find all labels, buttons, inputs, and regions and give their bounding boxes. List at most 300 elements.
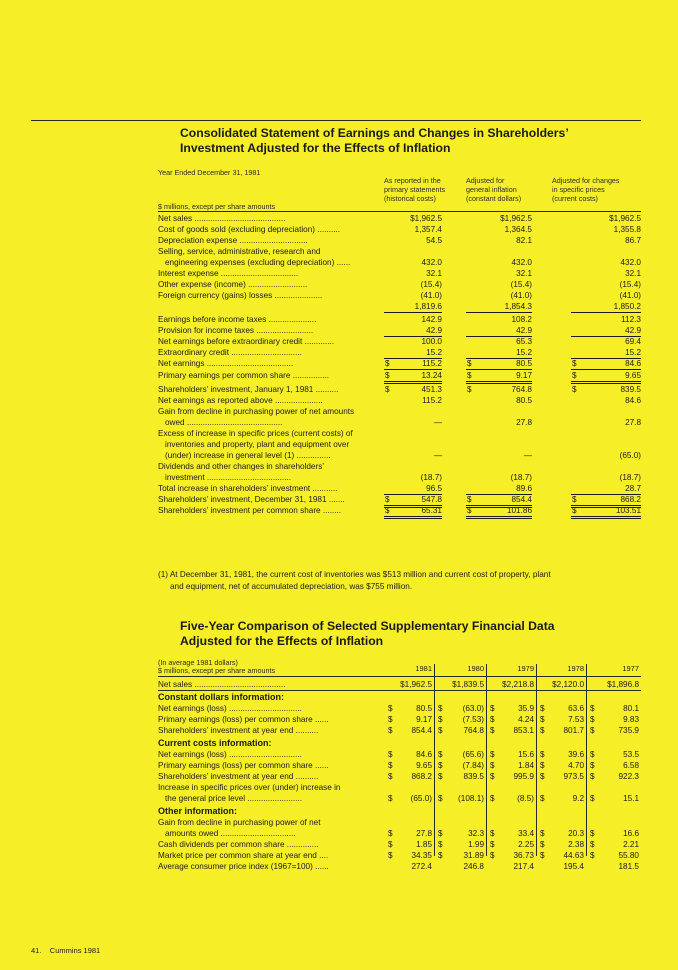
cell-value: 80.5 xyxy=(516,359,532,368)
value-cell xyxy=(589,771,639,782)
value-cell xyxy=(539,760,584,771)
statement-row xyxy=(158,439,641,450)
value-cell xyxy=(539,679,584,690)
value-cell xyxy=(387,725,432,736)
currency-symbol: $ xyxy=(590,761,595,770)
row-label: Gain from decline in purchasing power of net xyxy=(158,818,321,827)
value-cell xyxy=(387,714,432,725)
column-header-constant xyxy=(466,176,521,203)
currency-symbol: $ xyxy=(540,794,545,803)
currency-symbol: $ xyxy=(490,794,495,803)
value-cell xyxy=(589,850,639,861)
value-cell xyxy=(589,679,639,690)
cell-value: 547.8 xyxy=(421,495,442,504)
statement-row xyxy=(158,213,641,224)
cell-value: 65.31 xyxy=(421,506,442,515)
value-cell xyxy=(589,703,639,714)
value-cell xyxy=(437,828,484,839)
currency-symbol: $ xyxy=(490,715,495,724)
cell-value: 995.9 xyxy=(513,772,534,781)
cell-value: 9.65 xyxy=(625,371,641,380)
cell-value: 854.4 xyxy=(511,495,532,504)
currency-symbol: $ xyxy=(572,359,577,368)
value-cell xyxy=(571,370,641,384)
value-cell xyxy=(571,279,641,290)
value-cell xyxy=(539,850,584,861)
year-label: 1980 xyxy=(467,664,484,673)
value-cell xyxy=(437,793,484,804)
value-cell xyxy=(384,290,442,301)
cell-value: 1.84 xyxy=(518,761,534,770)
row-label: amounts owed ................................. xyxy=(165,829,296,838)
value-cell xyxy=(437,703,484,714)
cell-value: $1,962.5 xyxy=(410,214,442,223)
currency-symbol: $ xyxy=(385,506,390,515)
currency-symbol: $ xyxy=(388,761,393,770)
currency-symbol: $ xyxy=(590,715,595,724)
currency-symbol: $ xyxy=(388,726,393,735)
value-cell xyxy=(437,679,484,690)
currency-symbol: $ xyxy=(540,704,545,713)
value-cell xyxy=(387,771,432,782)
value-cell xyxy=(571,290,641,301)
cell-value: 27.8 xyxy=(516,418,532,427)
top-rule xyxy=(31,120,641,121)
cell-value: 4.24 xyxy=(518,715,534,724)
currency-symbol: $ xyxy=(490,829,495,838)
row-label: Shareholders’ investment, December 31, 1981 ....... xyxy=(158,495,345,504)
value-cell xyxy=(466,358,532,370)
cell-value: 80.1 xyxy=(623,704,639,713)
cell-value: 96.5 xyxy=(426,484,442,493)
statement-row xyxy=(158,494,641,505)
cell-value: 2.38 xyxy=(568,840,584,849)
value-cell xyxy=(466,257,532,268)
row-label: Net earnings ...................................... xyxy=(158,359,294,368)
currency-symbol: $ xyxy=(438,761,443,770)
statement-row xyxy=(158,384,641,395)
cell-value: $1,962.5 xyxy=(609,214,641,223)
cell-value: 142.9 xyxy=(421,315,442,324)
cell-value: 6.58 xyxy=(623,761,639,770)
row-label: Average consumer price index (1967=100) ...... xyxy=(158,862,329,871)
value-cell xyxy=(384,268,442,279)
row-label: Primary earnings (loss) per common share ...... xyxy=(158,715,329,724)
cell-value: 65.3 xyxy=(516,337,532,346)
cell-value: (65.0) xyxy=(619,451,641,460)
value-cell xyxy=(384,279,442,290)
cell-value: 112.3 xyxy=(621,315,641,324)
cell-value: 9.83 xyxy=(623,715,639,724)
value-cell xyxy=(384,395,442,406)
currency-symbol: $ xyxy=(388,829,393,838)
year-header xyxy=(589,664,639,675)
cell-value: 32.1 xyxy=(426,269,442,278)
statement-row xyxy=(158,692,641,703)
footnote-line: (1) At December 31, 1981, the current cost of inventories was $513 million and current cost of property, plant xyxy=(158,570,551,579)
value-cell xyxy=(489,828,534,839)
value-cell xyxy=(589,760,639,771)
cell-value: 1.99 xyxy=(468,840,484,849)
row-label: Net earnings before extraordinary credit ............. xyxy=(158,337,335,346)
row-label: the general price level ........................ xyxy=(165,794,302,803)
year-label: 1979 xyxy=(517,664,534,673)
value-cell xyxy=(466,268,532,279)
cell-value: 9.17 xyxy=(416,715,432,724)
statement-row xyxy=(158,505,641,516)
cell-value: 1,364.5 xyxy=(504,225,532,234)
page-footer xyxy=(31,946,100,955)
statement1-title-line1: Consolidated Statement of Earnings and Changes in Shareholders’ xyxy=(180,126,569,140)
cell-value: 272.4 xyxy=(411,862,432,871)
cell-value: 801.7 xyxy=(563,726,584,735)
value-cell xyxy=(387,760,432,771)
value-cell xyxy=(571,450,641,461)
value-cell xyxy=(387,839,432,850)
value-cell xyxy=(384,370,442,384)
currency-symbol: $ xyxy=(388,750,393,759)
cell-value: (41.0) xyxy=(420,291,442,300)
year-header xyxy=(489,664,534,675)
year-header xyxy=(437,664,484,675)
currency-symbol: $ xyxy=(540,761,545,770)
cell-value: 2.25 xyxy=(518,840,534,849)
statement-row xyxy=(158,749,641,760)
cell-value: 35.9 xyxy=(518,704,534,713)
row-label: inventories and property, plant and equipment over xyxy=(165,440,350,449)
statement-row xyxy=(158,450,641,461)
value-cell xyxy=(466,279,532,290)
cell-value: 839.5 xyxy=(463,772,484,781)
cell-value: $1,839.5 xyxy=(452,680,484,689)
currency-symbol: $ xyxy=(540,750,545,759)
value-cell xyxy=(489,793,534,804)
value-cell xyxy=(466,235,532,246)
value-cell xyxy=(387,828,432,839)
value-cell xyxy=(387,861,432,872)
value-cell xyxy=(466,370,532,384)
currency-symbol: $ xyxy=(438,840,443,849)
row-label: Excess of increase in specific prices (current costs) of xyxy=(158,429,353,438)
currency-symbol: $ xyxy=(388,772,393,781)
value-cell xyxy=(384,235,442,246)
value-cell xyxy=(384,224,442,235)
cell-value: 103.51 xyxy=(615,506,641,515)
cell-value: 181.5 xyxy=(618,862,639,871)
row-label: Primary earnings (loss) per common share ...... xyxy=(158,761,329,770)
statement-row xyxy=(158,679,641,690)
cell-value: (41.0) xyxy=(510,291,532,300)
cell-value: 15.2 xyxy=(426,348,442,357)
row-label: Net earnings as reported above ..................... xyxy=(158,396,323,405)
value-cell xyxy=(489,861,534,872)
currency-symbol: $ xyxy=(438,794,443,803)
row-label: Shareholders’ investment, January 1, 1981 .......... xyxy=(158,385,339,394)
value-cell xyxy=(387,703,432,714)
value-cell xyxy=(589,793,639,804)
statement-row xyxy=(158,850,641,861)
value-cell xyxy=(571,472,641,483)
currency-symbol: $ xyxy=(438,715,443,724)
value-cell xyxy=(437,839,484,850)
value-cell xyxy=(387,850,432,861)
value-cell xyxy=(466,417,532,428)
cell-value: 39.6 xyxy=(568,750,584,759)
value-cell xyxy=(384,314,442,325)
cell-value: 84.6 xyxy=(416,750,432,759)
currency-symbol: $ xyxy=(385,359,390,368)
statement-row xyxy=(158,224,641,235)
statement-row xyxy=(158,725,641,736)
value-cell xyxy=(437,850,484,861)
footnote-line: and equipment, net of accumulated depreciation, was $755 million. xyxy=(170,582,413,591)
cell-value: — xyxy=(433,418,442,427)
cell-value: 839.5 xyxy=(620,385,641,394)
cell-value: 451.3 xyxy=(421,385,442,394)
column-header-line: in specific prices xyxy=(552,185,605,194)
cell-value: 13.24 xyxy=(421,371,442,380)
cell-value: 32.1 xyxy=(625,269,641,278)
page-number: 41. xyxy=(31,946,42,955)
row-label: Dividends and other changes in shareholders’ xyxy=(158,462,325,471)
currency-symbol: $ xyxy=(490,761,495,770)
cell-value: 16.6 xyxy=(623,829,639,838)
currency-symbol: $ xyxy=(490,772,495,781)
row-label: Interest expense .................................. xyxy=(158,269,299,278)
cell-value: $1,962.5 xyxy=(500,214,532,223)
value-cell xyxy=(384,301,442,313)
value-cell xyxy=(489,749,534,760)
cell-value: 42.9 xyxy=(625,326,641,335)
column-header-line: (historical costs) xyxy=(384,194,436,203)
currency-symbol: $ xyxy=(467,495,472,504)
currency-symbol: $ xyxy=(385,385,390,394)
cell-value: (41.0) xyxy=(619,291,641,300)
statement-row xyxy=(158,314,641,325)
cell-value: $1,896.8 xyxy=(607,680,639,689)
currency-symbol: $ xyxy=(438,829,443,838)
cell-value: 82.1 xyxy=(516,236,532,245)
value-cell xyxy=(384,505,442,519)
cell-value: (7.53) xyxy=(462,715,484,724)
cell-value: 36.73 xyxy=(513,851,534,860)
row-label: Net sales ........................................ xyxy=(158,214,286,223)
cell-value: $2,218.8 xyxy=(502,680,534,689)
cell-value: 42.9 xyxy=(426,326,442,335)
cell-value: 86.7 xyxy=(625,236,641,245)
statement-row xyxy=(158,472,641,483)
value-cell xyxy=(571,268,641,279)
year-header xyxy=(387,664,432,675)
statement-row xyxy=(158,395,641,406)
value-cell xyxy=(539,793,584,804)
cell-value: 9.65 xyxy=(416,761,432,770)
statement-row xyxy=(158,806,641,817)
cell-value: 4.70 xyxy=(568,761,584,770)
currency-symbol: $ xyxy=(490,726,495,735)
column-header-line: primary statements xyxy=(384,185,446,194)
cell-value: 973.5 xyxy=(563,772,584,781)
statement-row xyxy=(158,336,641,347)
row-label: Primary earnings per common share ................ xyxy=(158,371,330,380)
statement1-title xyxy=(180,126,569,156)
cell-value: 246.8 xyxy=(463,862,484,871)
cell-value: 100.0 xyxy=(421,337,442,346)
cell-value: 868.2 xyxy=(620,495,641,504)
currency-symbol: $ xyxy=(590,726,595,735)
cell-value: 15.6 xyxy=(518,750,534,759)
cell-value: 115.2 xyxy=(422,396,442,405)
currency-symbol: $ xyxy=(490,851,495,860)
row-label: Cash dividends per common share .............. xyxy=(158,840,319,849)
statement-row xyxy=(158,760,641,771)
value-cell xyxy=(589,749,639,760)
value-cell xyxy=(437,760,484,771)
cell-value: 1,854.3 xyxy=(504,302,532,311)
value-cell xyxy=(489,760,534,771)
row-label: Increase in specific prices over (under) increase in xyxy=(158,783,341,792)
statement2-title-line1: Five-Year Comparison of Selected Supplementary Financial Data xyxy=(180,619,555,633)
value-cell xyxy=(589,725,639,736)
cell-value: 7.53 xyxy=(568,715,584,724)
currency-symbol: $ xyxy=(385,371,390,380)
row-label: Shareholders’ investment per common share ........ xyxy=(158,506,342,515)
cell-value: 20.3 xyxy=(568,829,584,838)
row-label: Market price per common share at year end .... xyxy=(158,851,329,860)
column-header-historical xyxy=(384,176,445,203)
currency-symbol: $ xyxy=(572,506,577,515)
cell-value: 108.2 xyxy=(511,315,532,324)
statement-row xyxy=(158,861,641,872)
cell-value: 853.1 xyxy=(513,726,534,735)
value-cell xyxy=(571,235,641,246)
statement2-title xyxy=(180,619,555,649)
value-cell xyxy=(539,828,584,839)
currency-symbol: $ xyxy=(572,371,577,380)
value-cell xyxy=(539,839,584,850)
cell-value: 9.2 xyxy=(572,794,584,803)
year-label: 1978 xyxy=(567,664,584,673)
cell-value: 80.5 xyxy=(516,396,532,405)
statement-row xyxy=(158,714,641,725)
value-cell xyxy=(489,771,534,782)
currency-symbol: $ xyxy=(572,495,577,504)
value-cell xyxy=(571,336,641,347)
currency-symbol: $ xyxy=(490,840,495,849)
row-label: owed .......................................... xyxy=(165,418,283,427)
value-cell xyxy=(539,861,584,872)
currency-symbol: $ xyxy=(388,715,393,724)
cell-value: 868.2 xyxy=(411,772,432,781)
value-cell xyxy=(489,850,534,861)
value-cell xyxy=(387,793,432,804)
cell-value: 42.9 xyxy=(516,326,532,335)
row-label: Net earnings (loss) ................................ xyxy=(158,750,302,759)
cell-value: 432.0 xyxy=(421,258,442,267)
cell-value: (15.4) xyxy=(420,280,442,289)
value-cell xyxy=(571,213,641,224)
currency-symbol: $ xyxy=(590,704,595,713)
statement1-header-rule xyxy=(158,211,641,212)
cell-value: 44.63 xyxy=(563,851,584,860)
currency-symbol: $ xyxy=(467,371,472,380)
column-header-line: (current costs) xyxy=(552,194,598,203)
cell-value: 854.4 xyxy=(411,726,432,735)
cell-value: 31.89 xyxy=(463,851,484,860)
column-header-line: general inflation xyxy=(466,185,517,194)
currency-symbol: $ xyxy=(388,794,393,803)
row-label: Depreciation expense .............................. xyxy=(158,236,308,245)
value-cell xyxy=(384,472,442,483)
cell-value: 2.21 xyxy=(623,840,639,849)
currency-symbol: $ xyxy=(540,726,545,735)
currency-symbol: $ xyxy=(590,840,595,849)
row-label: Other expense (income) .......................... xyxy=(158,280,308,289)
cell-value: 1,850.2 xyxy=(613,302,641,311)
currency-symbol: $ xyxy=(438,851,443,860)
cell-value: 53.5 xyxy=(623,750,639,759)
value-cell xyxy=(466,384,532,395)
cell-value: (65.6) xyxy=(462,750,484,759)
statement-row xyxy=(158,268,641,279)
statement-row xyxy=(158,483,641,494)
row-label: investment ..................................... xyxy=(165,473,292,482)
row-label: Cost of goods sold (excluding depreciation) .......... xyxy=(158,225,341,234)
cell-value: 1,819.6 xyxy=(414,302,442,311)
value-cell xyxy=(466,505,532,519)
cell-value: 115.2 xyxy=(422,359,442,368)
row-label: Provision for income taxes ......................... xyxy=(158,326,314,335)
statement-row xyxy=(158,301,641,312)
value-cell xyxy=(384,358,442,370)
value-cell xyxy=(539,771,584,782)
currency-symbol: $ xyxy=(438,704,443,713)
company-name: Cummins 1981 xyxy=(49,946,101,955)
value-cell xyxy=(466,224,532,235)
cell-value: (108.1) xyxy=(458,794,484,803)
value-cell xyxy=(489,703,534,714)
section-heading: Current costs information: xyxy=(158,738,272,748)
cell-value: — xyxy=(433,451,442,460)
cell-value: $2,120.0 xyxy=(552,680,584,689)
cell-value: 63.6 xyxy=(568,704,584,713)
cell-value: 55.80 xyxy=(618,851,639,860)
cell-value: 84.6 xyxy=(625,359,641,368)
cell-value: 764.8 xyxy=(463,726,484,735)
statement-row xyxy=(158,782,641,793)
currency-symbol: $ xyxy=(385,495,390,504)
value-cell xyxy=(589,839,639,850)
currency-symbol: $ xyxy=(590,851,595,860)
value-cell xyxy=(384,450,442,461)
currency-symbol: $ xyxy=(467,385,472,394)
statement-row xyxy=(158,703,641,714)
statement-row xyxy=(158,257,641,268)
value-cell xyxy=(437,749,484,760)
value-cell xyxy=(466,336,532,347)
statement-row xyxy=(158,839,641,850)
value-cell xyxy=(387,749,432,760)
value-cell xyxy=(466,395,532,406)
value-cell xyxy=(437,861,484,872)
cell-value: (63.0) xyxy=(462,704,484,713)
statement1-title-line2: Investment Adjusted for the Effects of Inflation xyxy=(180,141,451,155)
cell-value: 735.9 xyxy=(618,726,639,735)
year-label: 1981 xyxy=(415,664,432,673)
value-cell xyxy=(489,839,534,850)
cell-value: 195.4 xyxy=(563,862,584,871)
cell-value: (7.84) xyxy=(462,761,484,770)
